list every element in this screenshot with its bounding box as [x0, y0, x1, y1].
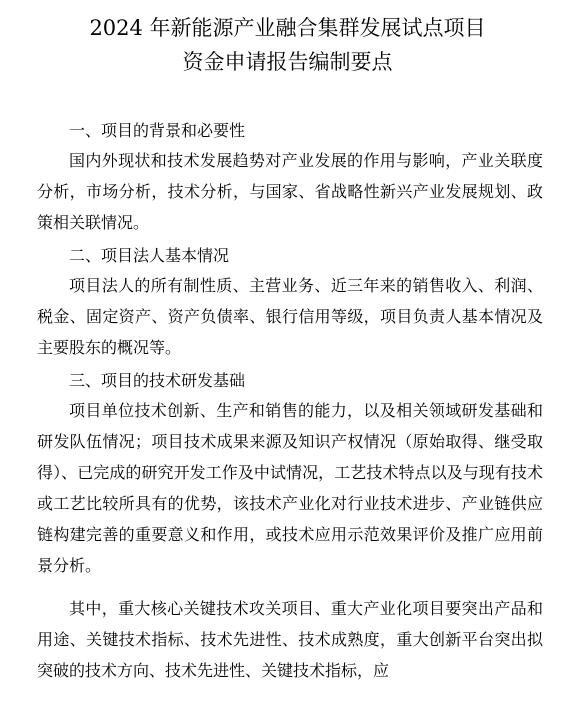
section-paragraph-background: 国内外现状和技术发展趋势对产业发展的作用与影响，产业关联度分析，市场分析，技术分析，与国家、省战略性新兴产业发展规划、政策相关联情况。: [37, 151, 543, 232]
closing-paragraph: 其中，重大核心关键技术攻关项目、重大产业化项目要突出产品和用途、关键技术指标、技术先进性、技术成熟度，重大创新平台突出拟突破的技术方向、技术先进性、关键技术指标，应: [37, 599, 543, 680]
section-heading-legal-entity: 二、项目法人基本情况: [69, 246, 230, 265]
section-paragraph-legal-entity: 项目法人的所有制性质、主营业务、近三年来的销售收入、利润、税金、固定资产、资产负债率、银行信用等级，项目负责人基本情况及主要股东的概况等。: [37, 276, 543, 357]
section-paragraph-tech-basis: 项目单位技术创新、生产和销售的能力，以及相关领域研发基础和研发队伍情况；项目技术成果来源及知识产权情况（原始取得、继受取得）、已完成的研究开发工作及中试情况，工艺技术特点以及与现有技术或工艺比较所具有的优势，该技术产业化对行业技术进步、产业链供应链构建完善的重要意义和作用，或技术应用示范效果评价及推广应用前景分析。: [37, 401, 543, 575]
section-heading-tech-basis: 三、项目的技术研发基础: [69, 371, 246, 390]
document-title-line1: 2024 年新能源产业融合集群发展试点项目: [89, 16, 486, 40]
section-heading-background: 一、项目的背景和必要性: [69, 121, 246, 140]
document-title-line2: 资金申请报告编制要点: [182, 50, 393, 74]
